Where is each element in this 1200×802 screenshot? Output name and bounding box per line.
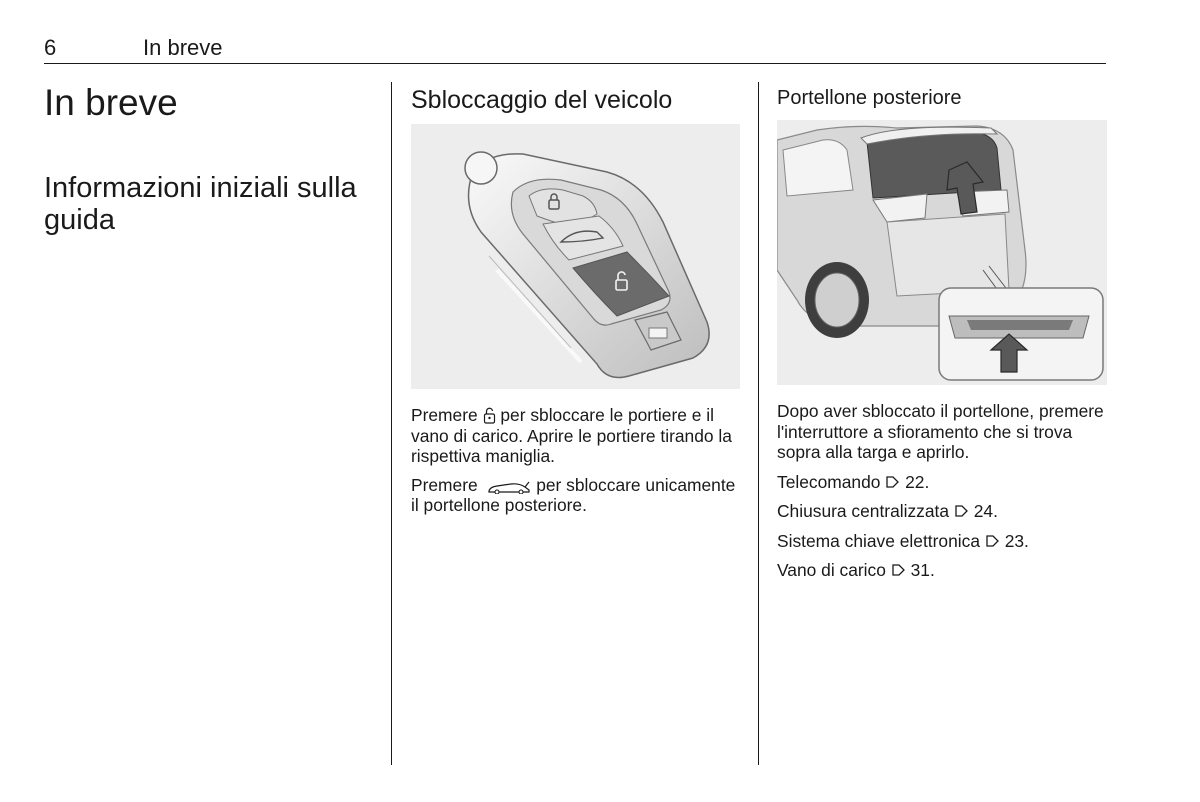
reference-chiave[interactable] [777,531,1112,552]
reference-arrow-icon [891,563,906,577]
reference-page: 31. [910,560,935,580]
reference-label: Chiusura centralizzata [777,501,950,521]
reference-page: 24. [973,501,998,521]
reference-arrow-icon [885,475,900,489]
reference-telecomando[interactable] [777,472,1112,493]
tailgate-paragraph-text: per sbloccare unicamente il portellone posteriore. [411,474,736,515]
key-fob-illustration [411,124,740,389]
page-number: 6 [44,35,57,60]
reference-chiusura[interactable] [777,501,1112,522]
header-rule [44,63,1106,64]
car-rear-illustration [777,120,1107,385]
reference-label: Telecomando [777,471,881,492]
reference-arrow-icon [954,504,969,518]
car-tailgate-icon [487,480,531,494]
unlock-paragraph-text: per sbloccare le portiere e il vano di carico. Aprire le portiere tirando la rispettiva maniglia. [411,405,732,466]
tailgate-figure [777,120,1107,385]
tailgate-paragraph-right: Dopo aver sbloccato il portellone, premere l'interruttore a sfioramento che si trova sopra alla targa e aprirlo. [777,401,1104,462]
tailgate-paragraph [411,475,746,516]
unlock-vehicle-heading: Sbloccaggio del veicolo [411,86,673,114]
text-premere-2: Premere [411,474,478,495]
reference-label: Sistema chiave elettronica [777,530,980,551]
reference-label: Vano di carico [777,560,886,580]
unlock-paragraph [411,405,746,467]
reference-vano[interactable] [777,560,1112,581]
reference-page: 22. [905,471,930,492]
reference-arrow-icon [985,534,1000,548]
text-premere: Premere [411,405,478,425]
tailgate-heading: Portellone posteriore [777,87,962,109]
key-fob-figure [411,124,740,389]
running-header: In breve [143,35,223,60]
middle-text [411,405,746,524]
column-divider-2 [758,82,759,765]
reference-page: 23. [1004,530,1029,551]
unlock-icon [483,407,496,424]
column-divider-1 [391,82,392,765]
chapter-title: In breve [44,82,178,123]
section-title: Informazioni iniziali sulla guida [44,172,357,236]
right-text [777,401,1112,590]
